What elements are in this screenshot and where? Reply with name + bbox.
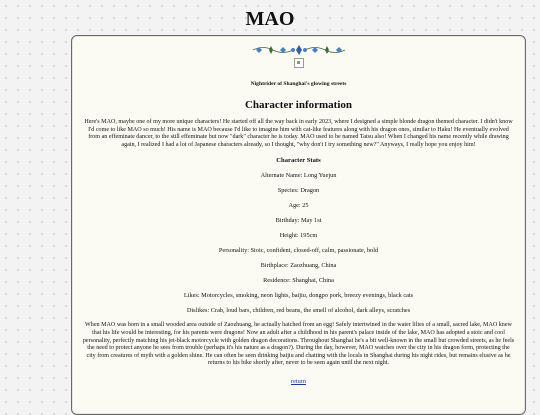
stat-likes: Likes: Motorcycles, smoking, neon lights, baijiu, dongpo pork, breezy evenings, black cats [183, 292, 414, 300]
stats-heading: Character Stats [276, 157, 321, 165]
subtitle: Nightrider of Shanghai's glowing streets [250, 81, 347, 87]
stat-birthplace: Birthplace: Zaozhuang, China [260, 262, 337, 270]
content-card [71, 35, 526, 415]
stat-dislikes: Dislikes: Crab, loud bars, children, red beans, the smell of alcohol, dark alleys, scratches [186, 307, 411, 315]
broken-image-icon [294, 58, 304, 68]
story-paragraph: When MAO was born in a small wooded area outside of Zaozhuang, he actually hatched from an egg! Safely intertwined in the water lilies of a small, sacred lake, MAO knew that his life would be interesting, for his parents were dragons! Now an adult after a childhood in his parent's palace inside of the lake, MAO has adopted a stoic and cool personality, perfectly matching his jet-black motorcycle with golden dragon decorations. Throughout Shanghai he's a bit well-known in the small but crowded streets, as he feels the need to protect anyone he sees from trouble (perhaps it's his nature as a dragon?). During the day, however, MAO watches over the city in his dragon form, protecting the city from creatures of myth with a golden shine. He can often be seen drinking baijiu and chatting with the locals in Shanghai during his night rides, but remains elusive as he returns to his bike shortly after, never to be seen again until the next night. [82, 322, 515, 367]
stat-residence: Residence: Shanghai, China [263, 277, 334, 285]
stat-height: Height: 195cm [279, 232, 318, 240]
return-link[interactable]: return [290, 377, 307, 385]
section-heading: Character information [244, 99, 353, 111]
floral-divider-icon [72, 44, 525, 56]
stat-age: Age: 25 [288, 202, 309, 210]
page-title: MAO [245, 8, 295, 30]
stat-species: Species: Dragon [277, 187, 320, 195]
stat-birthday: Birthday: May 1st [275, 217, 322, 225]
intro-paragraph: Here's MAO, maybe one of my more unique characters! He started off all the way back in early 2023, where I designed a simple blonde dragon themed character. I didn't know I'd come to like MAO so much! His name is MAO because I'd like to imagine him with cat-like features along with his dragon ones, similar to Haku! He eventually evolved from an effeminate dancer, to the still effeminate but now "dark" character he is today. MAO used to be named Tatsu also! When I changed his name recently while drawing again, I realized I had a lot of Japanese characters already, so I thought, "why don't I try something new?" Anyways, I really hope you enjoy him! [84, 119, 513, 148]
stats-list [72, 172, 525, 314]
stat-personality: Personality: Stoic, confident, closed-off, calm, passionate, bold [218, 247, 379, 255]
stat-alternate-name: Alternate Name: Long Yuejun [260, 172, 337, 180]
